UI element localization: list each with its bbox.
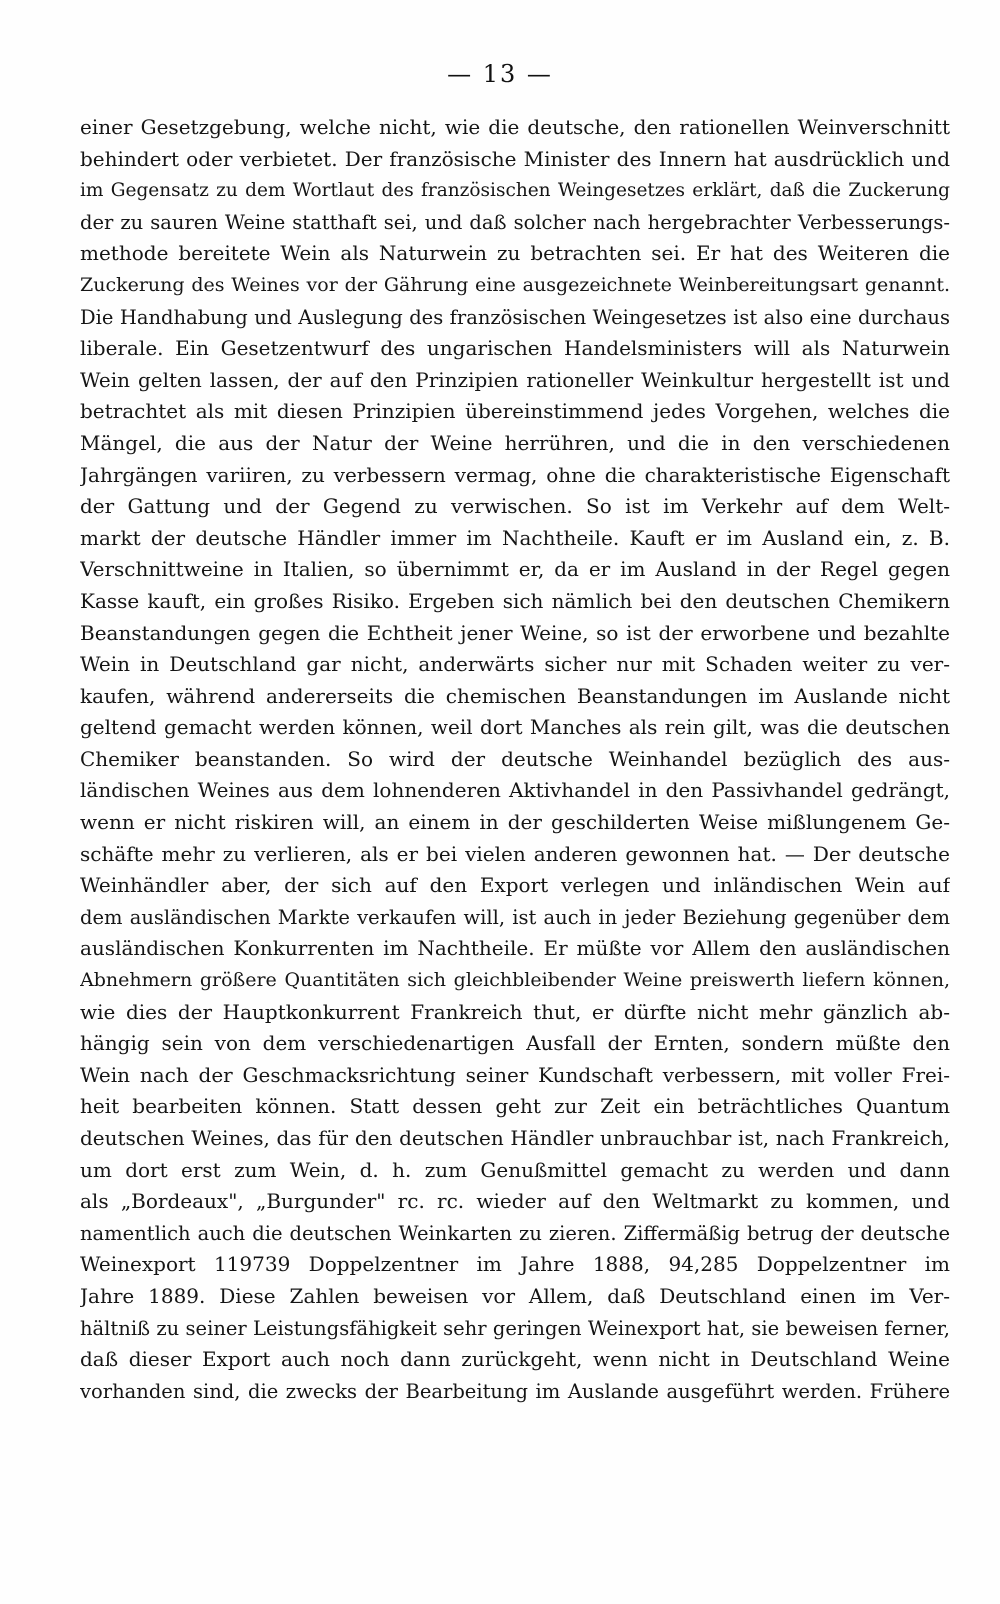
text-line: Weinexport 119739 Doppelzentner im Jahre 1888, 94,285 Doppelzentner im <box>80 1252 950 1277</box>
text-line: hängig sein von dem verschiedenartigen Ausfall der Ernten, sondern müßte den <box>80 1031 950 1056</box>
text-line: liberale. Ein Gesetzentwurf des ungarischen Handelsministers will als Naturwein <box>80 336 950 361</box>
text-line: Mängel, die aus der Natur der Weine herrühren, und die in den verschiedenen <box>80 430 950 455</box>
text-line: um dort erst zum Wein, d. h. zum Genußmittel gemacht zu werden und dann <box>80 1157 950 1182</box>
text-line: Verschnittweine in Italien, so übernimmt er, da er im Ausland in der Regel gegen <box>80 557 950 582</box>
text-line: behindert oder verbietet. Der französische Minister des Innern hat ausdrücklich und <box>80 146 950 171</box>
text-line: daß dieser Export auch noch dann zurückgeht, wenn nicht in Deutschland Weine <box>80 1347 950 1372</box>
text-line: ausländischen Konkurrenten im Nachtheile. Er müßte vor Allem den ausländischen <box>80 936 950 961</box>
text-line: schäfte mehr zu verlieren, als er bei vielen anderen gewonnen hat. — Der deutsche <box>80 841 950 866</box>
page-number-header: — 13 — <box>447 60 553 88</box>
text-line: betrachtet als mit diesen Prinzipien übereinstimmend jedes Vorgehen, welches die <box>80 399 950 424</box>
text-line: hältniß zu seiner Leistungsfähigkeit sehr geringen Weinexport hat, sie beweisen ferner, <box>80 1316 950 1340</box>
text-line: Beanstandungen gegen die Echtheit jener Weine, so ist der erworbene und bezahlte <box>80 620 950 645</box>
text-line: Wein in Deutschland gar nicht, anderwärts sicher nur mit Schaden weiter zu ver- <box>80 652 950 677</box>
text-line: Jahrgängen variiren, zu verbessern vermag, ohne die charakteristische Eigenschaft <box>80 462 950 487</box>
text-line: Wein nach der Geschmacksrichtung seiner Kundschaft verbessern, mit voller Frei- <box>80 1062 950 1087</box>
text-line: einer Gesetzgebung, welche nicht, wie die deutsche, den rationellen Weinverschnitt <box>80 115 950 139</box>
text-line: geltend gemacht werden können, weil dort Manches als rein gilt, was die deutschen <box>80 715 950 740</box>
body-text <box>80 112 950 1407</box>
text-line: Wein gelten lassen, der auf den Prinzipien rationeller Weinkultur hergestellt ist und <box>80 367 950 392</box>
text-line: heit bearbeiten können. Statt dessen geht zur Zeit ein beträchtliches Quantum <box>80 1094 950 1119</box>
text-line: vorhanden sind, die zwecks der Bearbeitung im Auslande ausgeführt werden. Frühere <box>80 1379 950 1403</box>
text-line: der Gattung und der Gegend zu verwischen. So ist im Verkehr auf dem Welt- <box>80 494 950 519</box>
text-line: methode bereitete Wein als Naturwein zu betrachten sei. Er hat des Weiteren die <box>80 241 950 266</box>
text-line: Abnehmern größere Quantitäten sich gleichbleibender Weine preiswerth liefern können, <box>80 969 950 992</box>
text-line: Die Handhabung und Auslegung des französischen Weingesetzes ist also eine durchaus <box>80 305 950 329</box>
text-line: Chemiker beanstanden. So wird der deutsche Weinhandel bezüglich des aus- <box>80 746 950 771</box>
text-line: wenn er nicht riskiren will, an einem in der geschilderten Weise mißlungenem Ge- <box>80 810 950 835</box>
text-line: Kasse kauft, ein großes Risiko. Ergeben sich nämlich bei den deutschen Chemikern <box>80 588 950 613</box>
text-line: kaufen, während andererseits die chemischen Beanstandungen im Auslande nicht <box>80 683 950 708</box>
text-line: der zu sauren Weine statthaft sei, und daß solcher nach hergebrachter Verbesserungs- <box>80 210 950 234</box>
text-line: markt der deutsche Händler immer im Nachtheile. Kauft er im Ausland ein, z. B. <box>80 525 950 550</box>
text-line: Zuckerung des Weines vor der Gährung eine ausgezeichnete Weinbereitungsart genannt. <box>80 273 950 296</box>
text-line: dem ausländischen Markte verkaufen will, ist auch in jeder Beziehung gegenüber dem <box>80 905 950 929</box>
text-line: namentlich auch die deutschen Weinkarten zu zieren. Ziffermäßig betrug der deutsche <box>80 1221 950 1245</box>
text-line: als „Bordeaux", „Burgunder" rc. rc. wieder auf den Weltmarkt zu kommen, und <box>80 1189 950 1214</box>
text-line: ländischen Weines aus dem lohnenderen Aktivhandel in den Passivhandel gedrängt, <box>80 778 950 803</box>
text-line: wie dies der Hauptkonkurrent Frankreich thut, er dürfte nicht mehr gänzlich ab- <box>80 999 950 1024</box>
text-line: Jahre 1889. Diese Zahlen beweisen vor Allem, daß Deutschland einen im Ver- <box>80 1283 950 1308</box>
text-line: Weinhändler aber, der sich auf den Export verlegen und inländischen Wein auf <box>80 873 950 898</box>
text-line: im Gegensatz zu dem Wortlaut des französischen Weingesetzes erklärt, daß die Zuckerung <box>80 180 950 202</box>
text-line: deutschen Weines, das für den deutschen Händler unbrauchbar ist, nach Frankreich, <box>80 1126 950 1150</box>
